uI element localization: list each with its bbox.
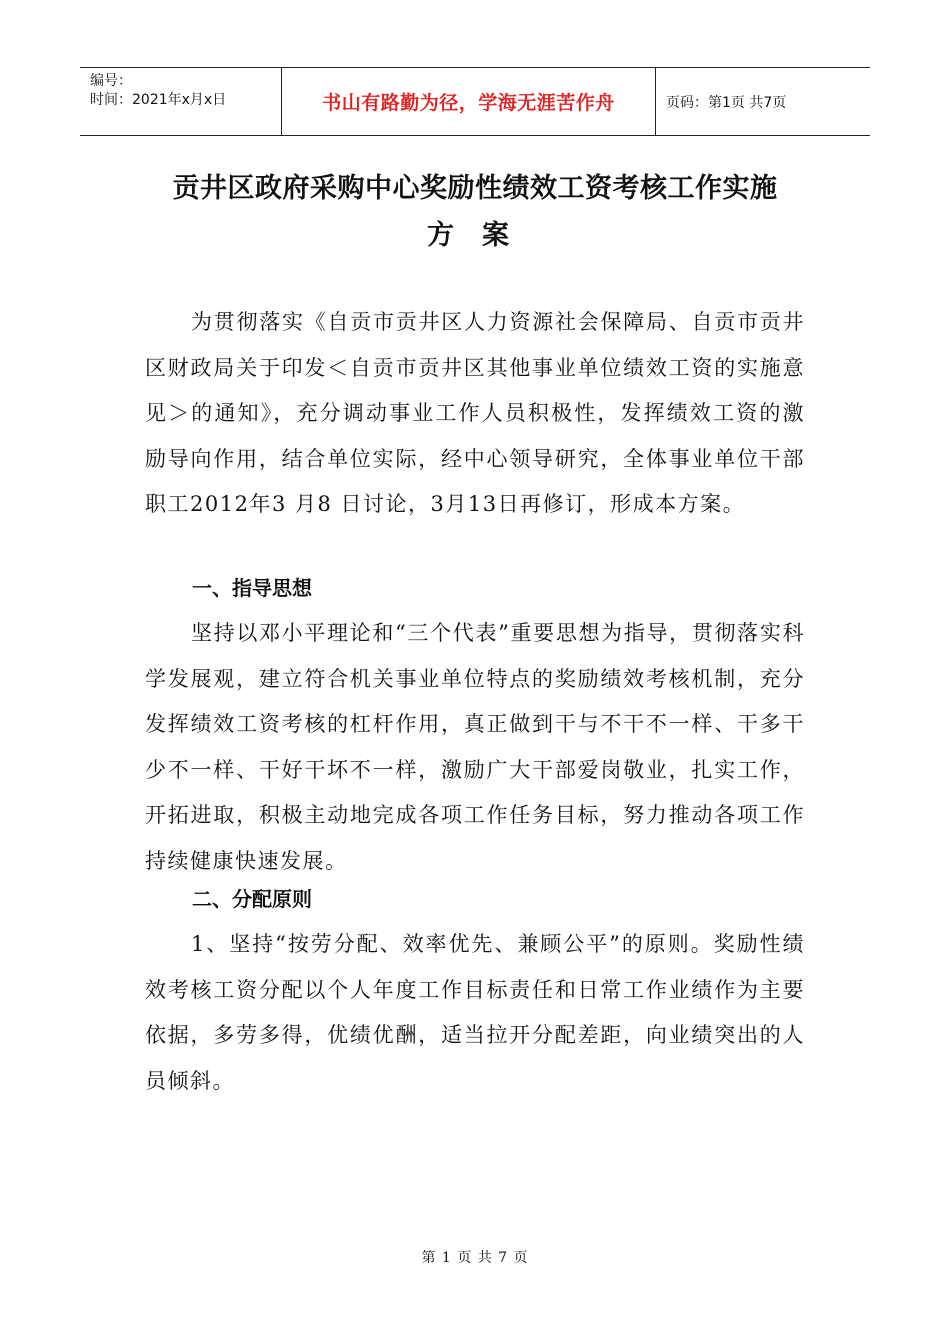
- page-footer: 第 1 页 共 7 页: [421, 1250, 529, 1266]
- header-motto: 书山有路勤为径，学海无涯苦作舟: [282, 68, 656, 135]
- section-2-heading: 二、分配原则: [192, 887, 312, 911]
- header-page-label: 页码：第1页 共7页: [666, 94, 787, 111]
- section-2-item-1: 1、坚持“按劳分配、效率优先、兼顾公平”的原则。奖励性绩效考核工资分配以个人年度工作目标责任和日常工作业绩作为主要依据，多劳多得，优绩优酬，适当拉开分配差距，向业绩突出的人员倾斜。: [145, 932, 805, 1093]
- header-meta-cell: [80, 68, 282, 135]
- document-header: [80, 67, 870, 136]
- section-1-paragraph: 坚持以邓小平理论和“三个代表”重要思想为指导，贯彻落实科学发展观，建立符合机关事业单位特点的奖励绩效考核机制，充分发挥绩效工资考核的杠杆作用，真正做到干与不干不一样、干多干少不一样、干好干坏不一样，激励广大干部爱岗敬业，扎实工作，开拓进取，积极主动地完成各项工作任务目标，努力推动各项工作持续健康快速发展。: [145, 621, 805, 873]
- intro-paragraph: 为贯彻落实《自贡市贡井区人力资源社会保障局、自贡市贡井区财政局关于印发＜自贡市贡井区其他事业单位绩效工资的实施意见＞的通知》，充分调动事业工作人员积极性，发挥绩效工资的激励导向作用，结合单位实际，经中心领导研究，全体事业单位干部职工2012年3 月8 日讨论，3月13日再修订，形成本方案。: [145, 310, 805, 516]
- document-number-label: 编号：: [90, 73, 132, 89]
- document-title-line-1: 贡井区政府采购中心奖励性绩效工资考核工作实施: [172, 173, 778, 204]
- document-time-label: 时间：2021年x月x日: [90, 92, 227, 108]
- document-title-line-2: 方案: [427, 220, 537, 251]
- section-1-heading: 一、指导思想: [192, 576, 312, 600]
